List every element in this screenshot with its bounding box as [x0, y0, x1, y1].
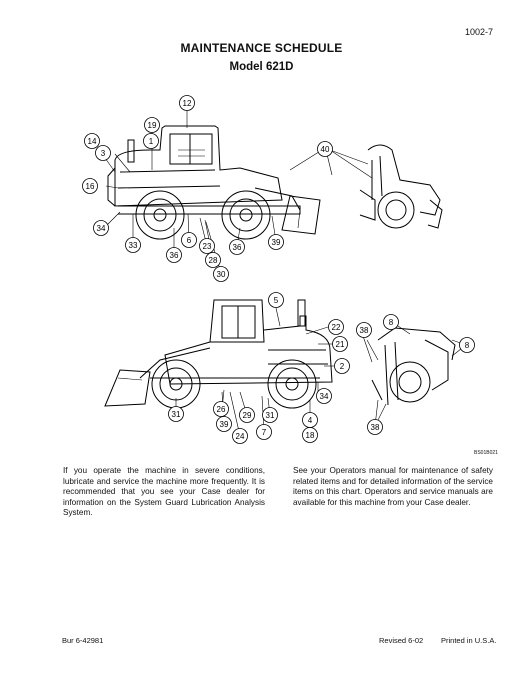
rear-linkage-detail-bottom [372, 328, 455, 405]
callout-label: 36 [232, 243, 242, 252]
callout-label: 21 [335, 340, 345, 349]
callout-4 [303, 413, 318, 428]
callout-28 [206, 253, 221, 268]
callout-5 [269, 293, 284, 308]
callout-label: 4 [307, 416, 313, 425]
callout-label: 31 [171, 410, 181, 419]
callout-39b [217, 417, 232, 432]
callout-39 [269, 235, 284, 250]
callout-18 [303, 428, 318, 443]
callout-label: 39 [271, 238, 281, 247]
figure-code: BS01B021 [474, 450, 498, 456]
callout-label: 8 [388, 318, 394, 327]
callout-label: 6 [186, 236, 192, 245]
callout-36 [167, 248, 182, 263]
callout-21 [333, 337, 348, 352]
footer-printed: Printed in U.S.A. [441, 636, 497, 645]
callout-label: 5 [273, 296, 279, 305]
callout-36b [230, 240, 245, 255]
severe-conditions-paragraph: If you operate the machine in severe conditions, lubricate and service the machine more frequently. It is recommended that you see your Case dealer for information on the System Guard Lubrication Analysis System. [63, 466, 265, 518]
callout-label: 36 [169, 251, 179, 260]
callout-22 [329, 320, 344, 335]
callout-33 [126, 238, 141, 253]
callout-label: 40 [320, 145, 330, 154]
callout-label: 12 [182, 99, 192, 108]
callout-label: 38 [359, 326, 369, 335]
footer-publication-number: Bur 6-42981 [62, 636, 104, 645]
callout-label: 24 [235, 432, 245, 441]
page-number: 1002-7 [464, 27, 493, 37]
callout-24 [233, 429, 248, 444]
callout-7 [257, 425, 272, 440]
callout-38 [357, 323, 372, 338]
callout-label: 19 [147, 121, 157, 130]
callout-16 [83, 179, 98, 194]
callout-31 [169, 407, 184, 422]
callout-6 [182, 233, 197, 248]
callout-8b [460, 338, 475, 353]
callout-30 [214, 267, 229, 282]
callout-label: 34 [96, 224, 106, 233]
callout-label: 3 [100, 149, 106, 158]
callout-label: 28 [208, 256, 218, 265]
callout-label: 1 [148, 137, 154, 146]
callout-label: 39 [219, 420, 229, 429]
callout-label: 8 [464, 341, 470, 350]
callout-38b [368, 420, 383, 435]
callout-3 [96, 146, 111, 161]
callout-23 [200, 239, 215, 254]
operators-manual-paragraph: See your Operators manual for maintenance of safety related items and for detailed information of the service items on this chart. Operators and service manuals are available for this machine from your Case dealer. [293, 466, 493, 507]
callout-label: 29 [242, 411, 252, 420]
callouts-bottom [169, 293, 475, 444]
callout-34 [94, 221, 109, 236]
callout-label: 30 [216, 270, 226, 279]
callout-1 [144, 134, 159, 149]
top-loader-side-view [108, 126, 320, 239]
callout-label: 23 [202, 242, 212, 251]
callout-8 [384, 315, 399, 330]
callout-31b [263, 408, 278, 423]
callout-label: 16 [85, 182, 95, 191]
callout-2 [335, 359, 350, 374]
callout-label: 31 [265, 411, 275, 420]
front-linkage-detail-top [360, 145, 442, 228]
page-subtitle: Model 621D [229, 61, 294, 73]
callout-26 [214, 402, 229, 417]
callouts-top [83, 96, 333, 282]
callout-label: 7 [261, 428, 267, 437]
callout-label: 14 [87, 137, 97, 146]
callout-label: 2 [339, 362, 345, 371]
page-title: MAINTENANCE SCHEDULE [180, 41, 343, 55]
callout-label: 38 [370, 423, 380, 432]
callout-12 [180, 96, 195, 111]
callout-label: 26 [216, 405, 226, 414]
callout-label: 33 [128, 241, 138, 250]
callout-label: 34 [319, 392, 329, 401]
callout-14 [85, 134, 100, 149]
callout-label: 18 [305, 431, 315, 440]
callout-29 [240, 408, 255, 423]
callout-34b [317, 389, 332, 404]
bottom-loader-side-view [105, 300, 332, 408]
footer-revision: Revised 6-02 [379, 636, 424, 645]
callout-40 [318, 142, 333, 157]
callout-19 [145, 118, 160, 133]
callout-label: 22 [331, 323, 341, 332]
